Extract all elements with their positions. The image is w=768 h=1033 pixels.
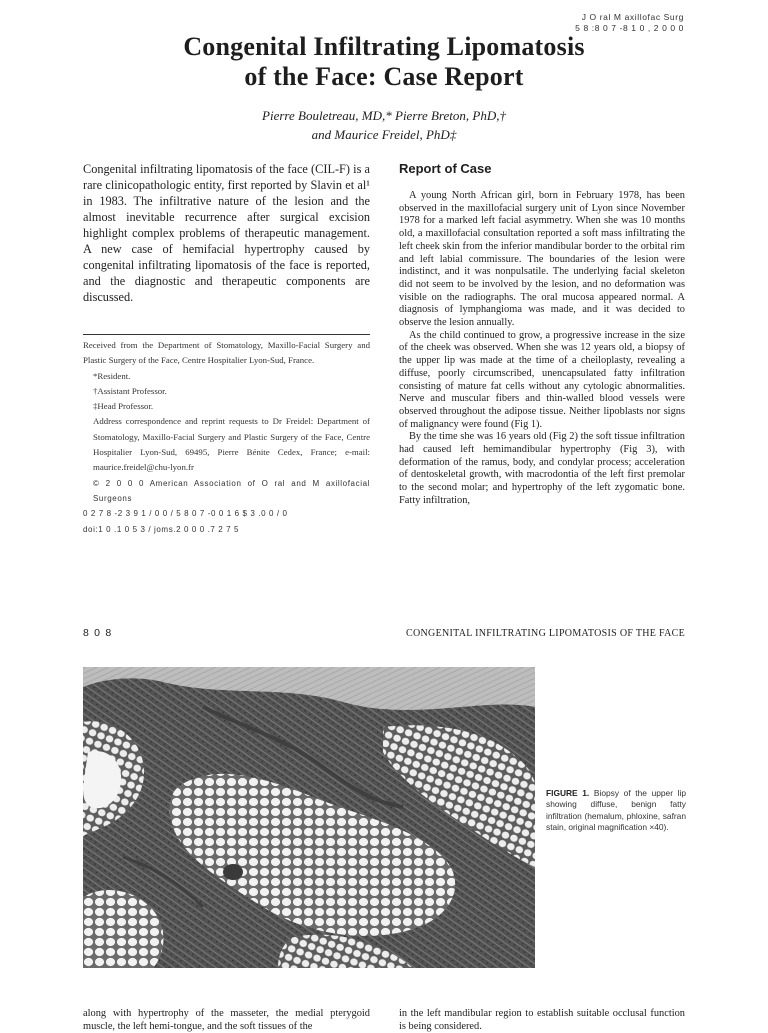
report-paragraph: By the time she was 16 years old (Fig 2) the soft tissue infiltration had caused left hemimandibular hypertrophy (Fig 3), with deformation of the ramus, body, and condylar process; acceleration of dentoskeletal growth, with macrodontia of the left first premolar to the second molar; and hypertrophy of the left zygomatic bone. Fatty infiltration, — [399, 431, 685, 506]
journal-citation — [544, 12, 684, 34]
journal-citation-line2: 5 8 :8 0 7 -8 1 0 , 2 0 0 0 — [575, 23, 684, 33]
figure-caption-text: Biopsy of the upper lip showing diffuse, benign fatty infiltration (hemalum, phloxine, safran stain, original magnification ×40). — [546, 788, 687, 833]
section-heading: Report of Case — [399, 161, 492, 176]
abstract: Congenital infiltrating lipomatosis of the face (CIL-F) is a rare clinicopathologic entity, first reported by Slavin et al¹ in 1983. The infiltrative nature of the lesion and the almost inevitable recurrence after surgical excision highlight complex problems of therapeutic management. A new case of hemifacial hypertrophy caused by congenital infiltrating lipomatosis of the face is reported, and the diagnostic and therapeutic components are discussed. — [83, 162, 370, 304]
continued-text-left: along with hypertrophy of the masseter, the medial pterygoid muscle, the left hemi-tongue, and the soft tissues of the — [83, 1008, 370, 1032]
correspondence-note: Address correspondence and reprint requests to Dr Freidel: Department of Stomatology, Maxillo-Facial Surgery and Plastic Surgery of the Face, Centre Hospitalier Lyon-Sud, 69495, Pierre Bénite Cedex, France; e-mail: maurice.freidel@chu-lyon.fr — [93, 416, 370, 473]
issn-note: 0 2 7 8 -2 3 9 1 / 0 0 / 5 8 0 7 -0 0 1 6 $ 3 .0 0 / 0 — [83, 509, 288, 519]
received-note: Received from the Department of Stomatology, Maxillo-Facial Surgery and Plastic Surgery of the Face, Centre Hospitalier Lyon-Sud, France. — [83, 340, 370, 366]
affiliation-notes — [83, 338, 370, 537]
article-title — [80, 32, 688, 92]
figure-caption — [546, 788, 686, 834]
continued-text-right: in the left mandibular region to establish suitable occlusal function is being considered. — [399, 1008, 685, 1032]
report-body — [399, 190, 685, 508]
blood-vessel — [223, 864, 243, 880]
doi-note: doi:1 0 .1 0 5 3 / joms.2 0 0 0 .7 2 7 5 — [83, 524, 240, 534]
report-paragraph: As the child continued to grow, a progressive increase in the size of the cheek was observed. When she was 12 years old, a biopsy of the upper lip was made at the time of a cheiloplasty, revealing a diffuse, poorly circumscribed, unencapsulated fatty infiltration consisting of mature fat cells without any cytologic abnormalities. Nerve and muscular fibers and thin-walled blood vessels were observed throughout the adipose tissue. Neither lipoblasts nor signs of malignancy were found (Fig 1). — [399, 329, 685, 430]
copyright-note: © 2 0 0 0 American Association of O ral and M axillofacial Surgeons — [93, 478, 370, 503]
author-line2: and Maurice Freidel, PhD‡ — [311, 127, 457, 142]
head-note: ‡Head Professor. — [93, 401, 154, 412]
article-title-line2: of the Face: Case Report — [244, 62, 524, 91]
footnote-divider — [83, 334, 370, 335]
resident-note: *Resident. — [93, 370, 131, 381]
report-paragraph: A young North African girl, born in February 1978, has been observed in the maxillofacial surgery unit of Lyon since November 1978 for a marked left facial asymmetry. When she was 10 months old, a maxillofacial consultation reported a soft mass infiltrating the left cheek skin from the inferior mandibular border to the orbital rim and left labial commissure. The boundaries of the lesion were indistinct, and it was nonpulsatile. The underlying facial skeleton did not seem to be involved by the lesion, and no deformation was visible on the radiographs. The oral mucosa appeared normal. A diagnosis of lymphangioma was made, and it was decided to observe the lesion annually. — [399, 190, 685, 329]
running-header: CONGENITAL INFILTRATING LIPOMATOSIS OF THE FACE — [406, 628, 685, 639]
journal-citation-line1: J O ral M axillofac Surg — [581, 12, 684, 22]
histology-figure — [83, 667, 535, 968]
author-list — [80, 106, 688, 144]
author-line1: Pierre Bouletreau, MD,* Pierre Breton, PhD,† — [262, 108, 506, 123]
article-title-line1: Congenital Infiltrating Lipomatosis — [183, 32, 585, 61]
page-number: 8 0 8 — [83, 627, 113, 639]
figure-label: FIGURE 1. — [546, 788, 590, 798]
assistant-note: †Assistant Professor. — [93, 385, 167, 396]
